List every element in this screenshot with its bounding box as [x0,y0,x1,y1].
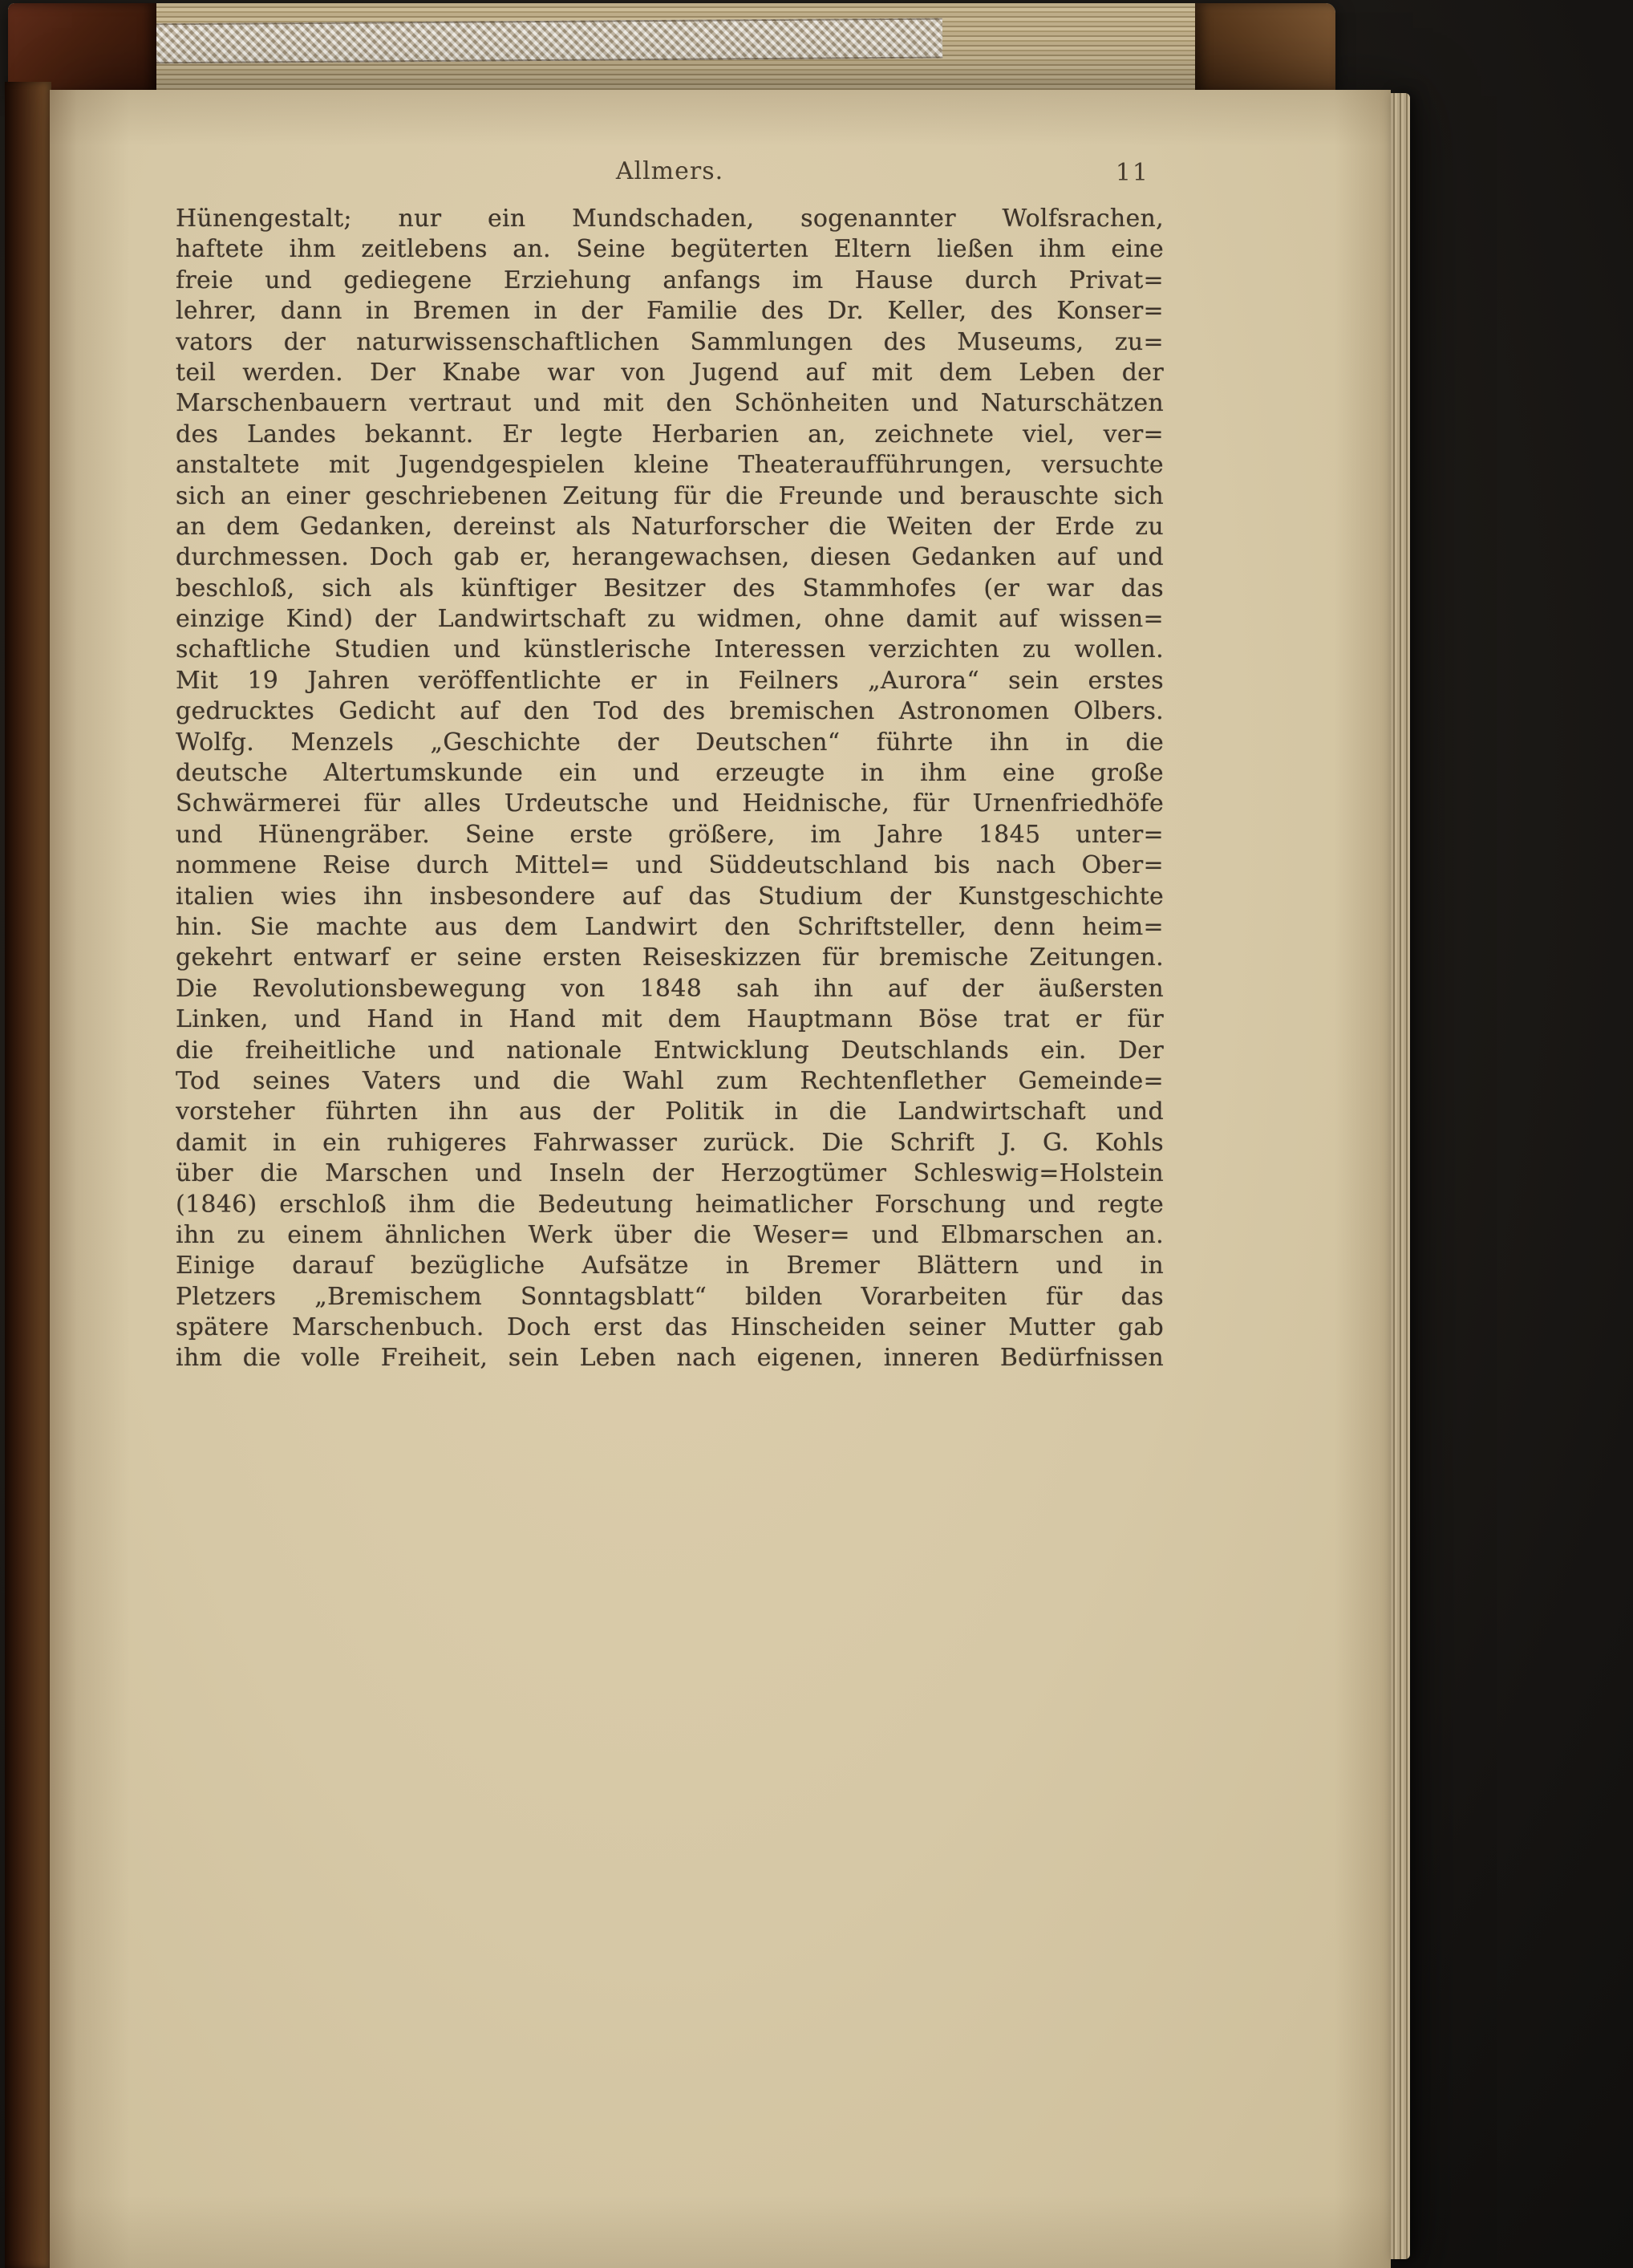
text-line: Marschenbauern vertraut und mit den Schönheiten und Naturschätzen [176,389,1164,418]
text-line: sich an einer geschriebenen Zeitung für die Freunde und berauschte sich [176,481,1164,510]
text-line: Mit 19 Jahren veröffentlichte er in Feilners „Aurora“ sein erstes [176,666,1164,695]
text-line: gekehrt entwarf er seine ersten Reiseskizzen für bremische Zeitungen. [176,943,1164,972]
body-text [176,204,1164,1374]
text-line: haftete ihm zeitlebens an. Seine begüterten Eltern ließen ihm eine [176,235,1164,264]
text-line: damit in ein ruhigeres Fahrwasser zurück. Die Schrift J. G. Kohls [176,1128,1164,1157]
text-line: italien wies ihn insbesondere auf das Studium der Kunstgeschichte [176,882,1164,911]
text-line: über die Marschen und Inseln der Herzogtümer Schleswig=Holstein [176,1159,1164,1188]
page-number: 11 [1115,159,1149,187]
text-line: die freiheitliche und nationale Entwicklung Deutschlands ein. Der [176,1036,1164,1065]
page-header [176,157,1164,191]
text-line: Einige darauf bezügliche Aufsätze in Bremer Blättern und in [176,1252,1164,1280]
text-line: teil werden. Der Knabe war von Jugend auf mit dem Leben der [176,358,1164,387]
text-line: Hünengestalt; nur ein Mundschaden, sogenannter Wolfsrachen, [176,205,1164,233]
book-cover-corner-right [1195,3,1335,93]
text-line: freie und gediegene Erziehung anfangs im Hause durch Privat= [176,266,1164,294]
text-line: an dem Gedanken, dereinst als Naturforscher die Weiten der Erde zu [176,512,1164,541]
book-top-edge [8,3,1335,93]
text-line: ihm die volle Freiheit, sein Leben nach eigenen, inneren Bedürfnissen [176,1344,1164,1373]
text-line: durchmessen. Doch gab er, herangewachsen, diesen Gedanken auf und [176,543,1164,572]
text-line: schaftliche Studien und künstlerische Interessen verzichten zu wollen. [176,635,1164,664]
page-edges-right [1391,93,1410,2259]
text-line: Pletzers „Bremischem Sonntagsblatt“ bilden Vorarbeiten für das [176,1282,1164,1311]
text-line: hin. Sie machte aus dem Landwirt den Schriftsteller, denn heim= [176,912,1164,941]
text-line: (1846) erschloß ihm die Bedeutung heimatlicher Forschung und regte [176,1190,1164,1219]
text-line: Schwärmerei für alles Urdeutsche und Heidnische, für Urnenfriedhöfe [176,789,1164,818]
text-line: und Hünengräber. Seine erste größere, im Jahre 1845 unter= [176,820,1164,849]
text-line: deutsche Altertumskunde ein und erzeugte in ihm eine große [176,759,1164,788]
text-line: spätere Marschenbuch. Doch erst das Hinscheiden seiner Mutter gab [176,1313,1164,1342]
text-line: beschloß, sich als künftiger Besitzer des Stammhofes (er war das [176,574,1164,603]
text-line: anstaltete mit Jugendgespielen kleine Theateraufführungen, versuchte [176,451,1164,480]
text-line: ihn zu einem ähnlichen Werk über die Weser= und Elbmarschen an. [176,1220,1164,1249]
text-line: gedrucktes Gedicht auf den Tod des bremischen Astronomen Olbers. [176,697,1164,726]
book-page [50,90,1391,2268]
text-line: Wolfg. Menzels „Geschichte der Deutschen“ führte ihn in die [176,728,1164,757]
text-line: einzige Kind) der Landwirtschaft zu widmen, ohne damit auf wissen= [176,605,1164,634]
text-line: des Landes bekannt. Er legte Herbarien an, zeichnete viel, ver= [176,420,1164,448]
text-line: Linken, und Hand in Hand mit dem Hauptmann Böse trat er für [176,1005,1164,1034]
book-spine-edge [5,82,51,2268]
text-line: nommene Reise durch Mittel= und Süddeutschland bis nach Ober= [176,851,1164,880]
text-line: lehrer, dann in Bremen in der Familie des Dr. Keller, des Konser= [176,297,1164,326]
binding-tape [132,18,942,63]
text-line: vators der naturwissenschaftlichen Sammlungen des Museums, zu= [176,327,1164,356]
text-line: Die Revolutionsbewegung von 1848 sah ihn auf der äußersten [176,974,1164,1003]
book-cover-corner-left [8,3,156,93]
text-line: Tod seines Vaters und die Wahl zum Rechtenflether Gemeinde= [176,1066,1164,1095]
text-line: vorsteher führten ihn aus der Politik in die Landwirtschaft und [176,1097,1164,1126]
running-title: Allmers. [615,157,724,185]
